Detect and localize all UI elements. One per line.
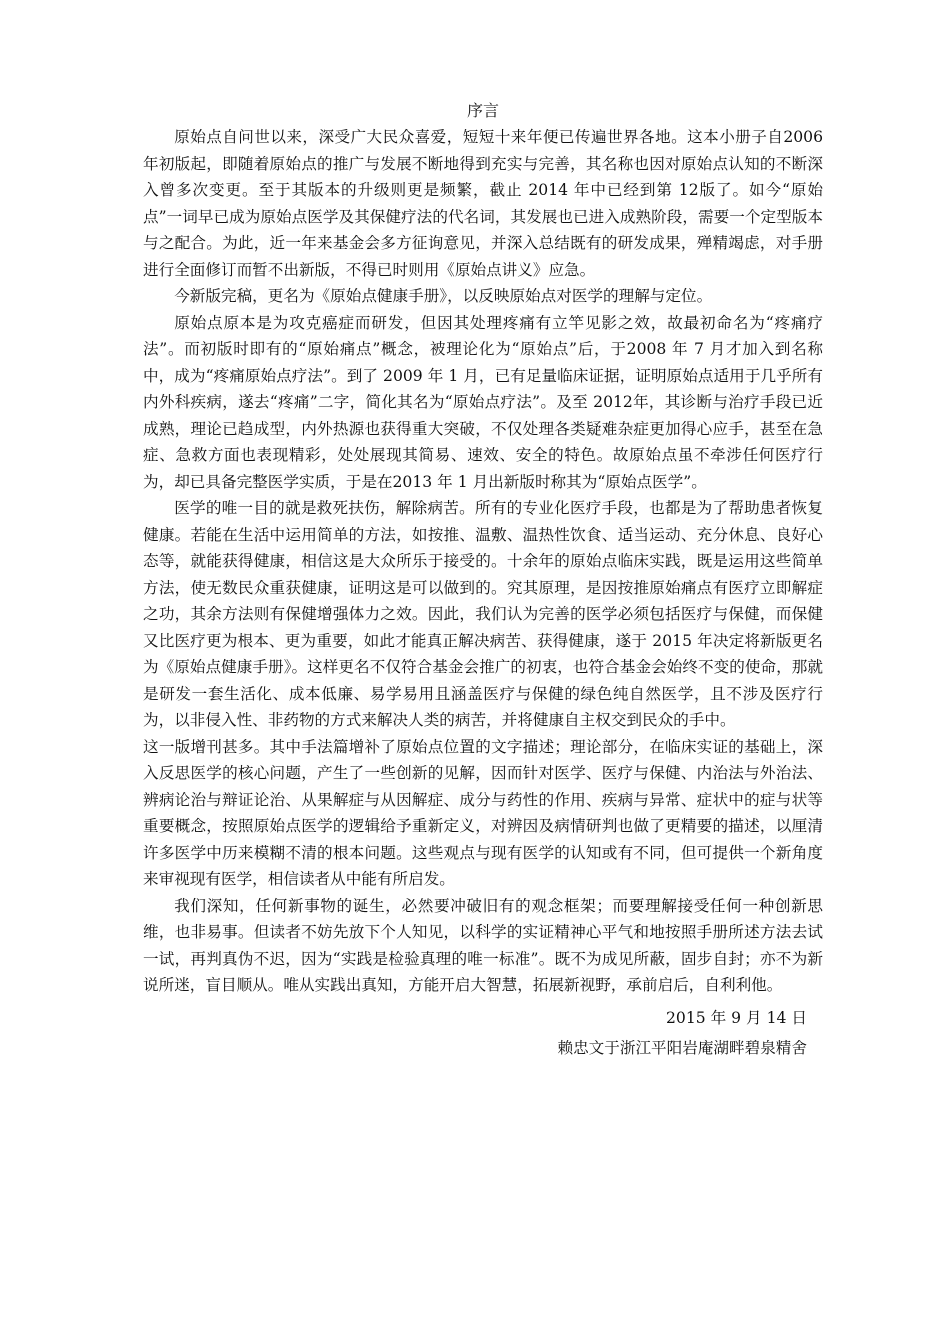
preface-paragraph-6: 我们深知，任何新事物的诞生，必然要冲破旧有的观念框架；而要理解接受任何一种创新思维，也非易事。但读者不妨先放下个人知见，以科学的实证精神心平气和地按照手册所述方法去试一试，再判真伪不迟，因为“实践是检验真理的唯一标准”。既不为成见所蔽，固步自封；亦不为新说所迷，盲目顺从。唯从实践出真知，方能开启大智慧，拓展新视野，承前启后，自利利他。 [143,896,823,994]
preface-date: 2015 年 9 月 14 日 [665,1008,807,1027]
preface-paragraph-5: 这一版增刊甚多。其中手法篇增补了原始点位置的文字描述；理论部分，在临床实证的基础上，深入反思医学的核心问题，产生了一些创新的见解，因而针对医学、医疗与保健、内治法与外治法、辨病论治与辩证论治、从果解症与从因解症、成分与药性的作用、疾病与异常、症状中的症与状等重要概念，按照原始点医学的逻辑给予重新定义，对辨因及病情研判也做了更精要的描述，以厘清许多医学中历来模糊不清的根本问题。这些观点与现有医学的认知或有不同，但可提供一个新角度来审视现有医学，相信读者从中能有所启发。 [143,737,823,888]
preface-paragraph-2: 今新版完稿，更名为《原始点健康手册》，以反映原始点对医学的理解与定位。 [174,287,713,305]
preface-paragraph-3: 原始点原本是为攻克癌症而研发，但因其处理疼痛有立竿见影之效，故最初命名为“疼痛疗法”。而初版时即有的“原始痛点”概念，被理论化为“原始点”后，于2008 年 7 月才加入到名称中，成为“疼痛原始点疗法”。到了 2009 年 1 月，已有足量临床证据，证明原始点适用于几乎所有内外科疾病，遂去“疼痛”二字，简化其名为“原始点疗法”。及至 2012年，其诊断与治疗手段已近成熟，理论已趋成型，内外热源也获得重大突破，不仅处理各类疑难杂症更加得心应手，甚至在急症、急救方面也表现精彩，处处展现其简易、速效、安全的特色。故原始点虽不牵涉任何医疗行为，却已具备完整医学实质，于是在2013 年 1 月出新版时称其为“原始点医学”。 [143,313,823,491]
preface-page [143,98,823,1063]
preface-author-line: 赖忠文于浙江平阳岩庵湖畔碧泉精舍 [557,1038,807,1057]
preface-paragraph-4: 医学的唯一目的就是救死扶伤，解除病苦。所有的专业化医疗手段，也都是为了帮助患者恢复健康。若能在生活中运用简单的方法，如按推、温敷、温热性饮食、适当运动、充分休息、良好心态等，就能获得健康，相信这是大众所乐于接受的。十余年的原始点临床实践，既是运用这些简单方法，使无数民众重获健康，证明这是可以做到的。究其原理，是因按推原始痛点有医疗立即解症之功，其余方法则有保健增强体力之效。因此，我们认为完善的医学必须包括医疗与保健，而保健又比医疗更为根本、更为重要，如此才能真正解决病苦、获得健康，遂于 2015 年决定将新版更名为《原始点健康手册》。这样更名不仅符合基金会推广的初衷，也符合基金会始终不变的使命，那就是研发一套生活化、成本低廉、易学易用且涵盖医疗与保健的绿色纯自然医学，且不涉及医疗行为，以非侵入性、非药物的方式来解决人类的病苦，并将健康自主权交到民众的手中。 [143,499,823,729]
signature-block [143,1003,823,1063]
preface-paragraph-1: 原始点自问世以来，深受广大民众喜爱，短短十来年便已传遍世界各地。这本小册子自2006 年初版起，即随着原始点的推广与发展不断地得到充实与完善，其名称也因对原始点认知的不断深入曾多次变更。至于其版本的升级则更是频繁，截止 2014 年中已经到第 12版了。如今“原始点”一词早已成为原始点医学及其保健疗法的代名词，其发展也已进入成熟阶段，需要一个定型版本与之配合。为此，近一年来基金会多方征询意见，并深入总结既有的研发成果，殚精竭虑，对手册进行全面修订而暂不出新版，不得已时则用《原始点讲义》应急。 [143,128,823,279]
preface-title: 序言 [466,101,499,120]
